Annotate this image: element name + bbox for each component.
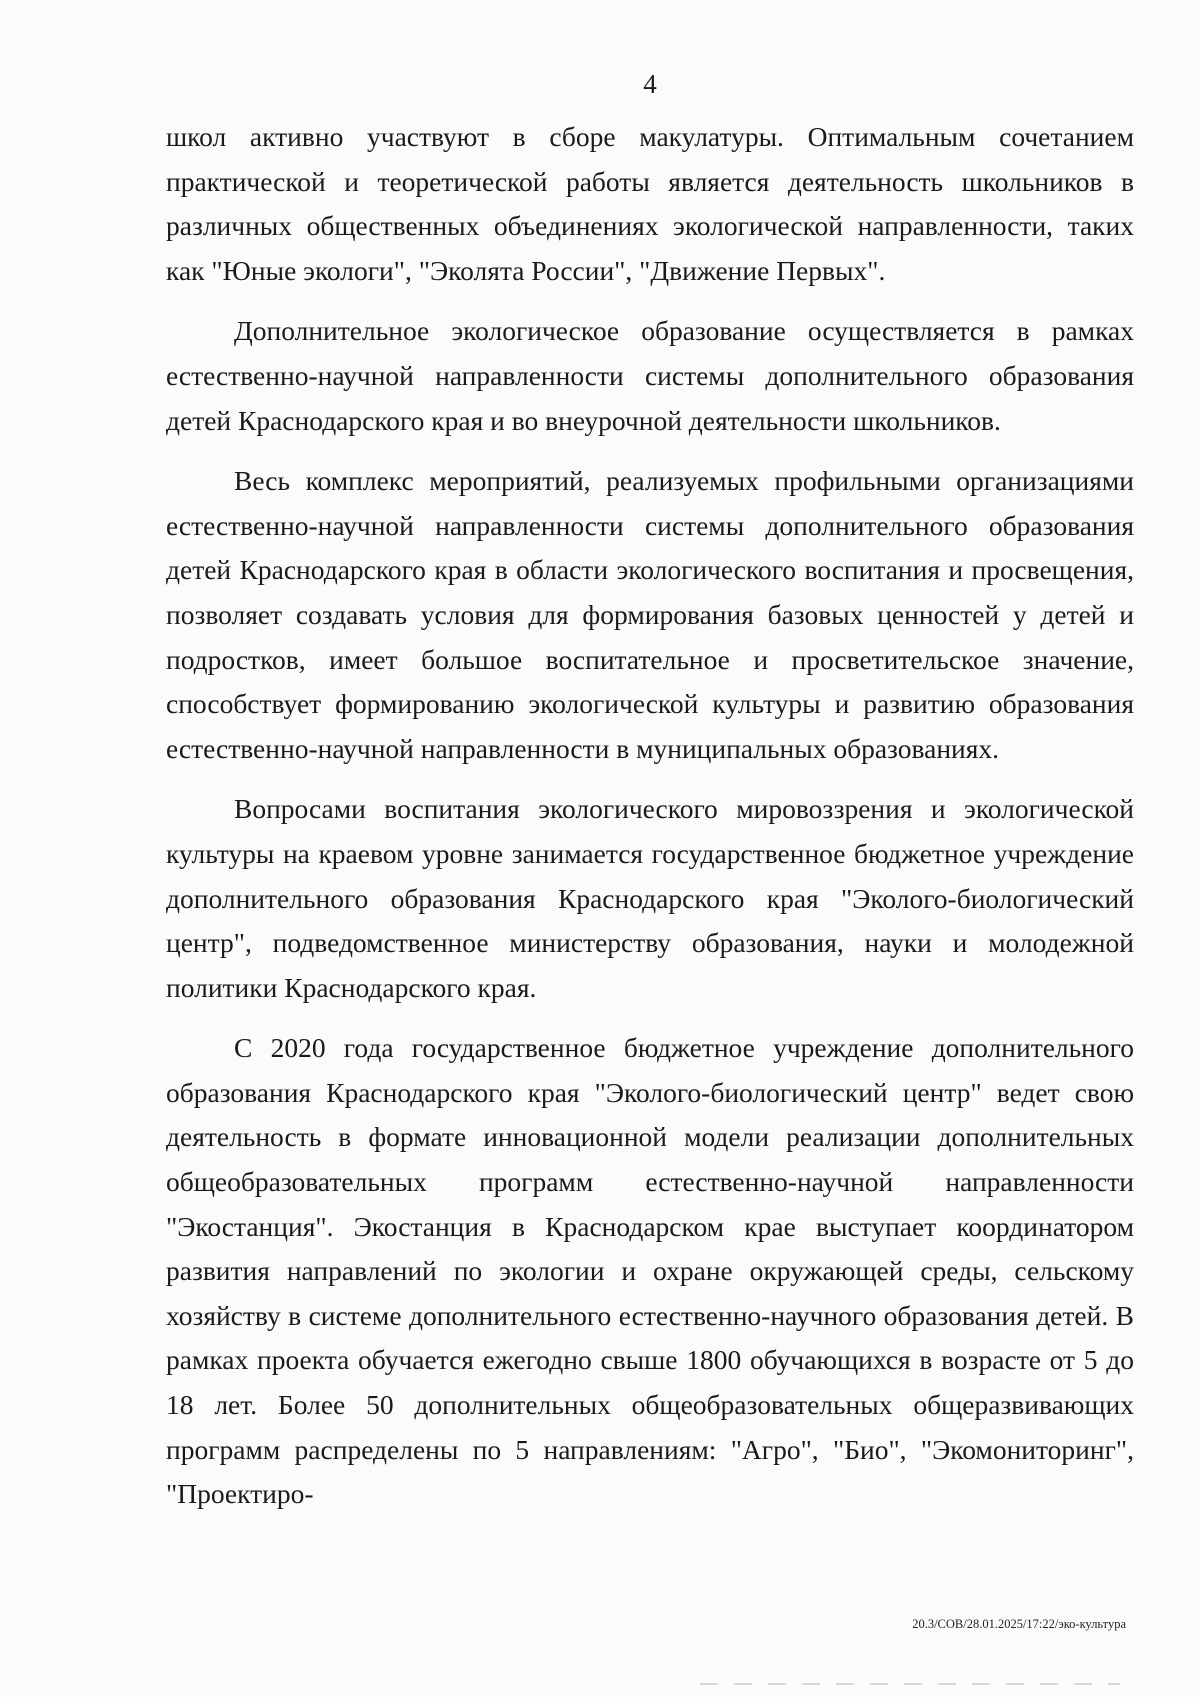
page-number: 4 (643, 69, 657, 99)
paragraph-4: Вопросами воспитания экологического мировоззрения и экологической культуры на краевом уровне занимается государственное бюджетное учреждение дополнительного образования Краснодарского края "Эколого-биологический центр", подведомственное министерству образования, науки и молодежной политики Краснодарского края. (166, 793, 1134, 1003)
paragraph-3: Весь комплекс мероприятий, реализуемых профильными организациями естественно-научной направленности системы дополнительного образования детей Краснодарского края в области экологического воспитания и просвещения, позволяет создавать условия для формирования базовых ценностей у детей и подростков, имеет большое воспитательное и просветительское значение, способствует формированию экологической культуры и развитию образования естественно-научной направленности в муниципальных образованиях. (166, 465, 1134, 764)
document-registration-code: 20.3/СОВ/28.01.2025/17:22/эко-культура (912, 1617, 1126, 1631)
scan-edge-artifact (700, 1683, 1120, 1685)
paragraph-1: школ активно участвуют в сборе макулатуры. Оптимальным сочетанием практической и теоретической работы является деятельность школьников в различных общественных объединениях экологической направленности, таких как "Юные экологи", "Эколята России", "Движение Первых". (166, 121, 1134, 286)
paragraph-2: Дополнительное экологическое образование осуществляется в рамках естественно-научной направленности системы дополнительного образования детей Краснодарского края и во внеурочной деятельности школьников. (166, 315, 1134, 436)
paragraph-5: С 2020 года государственное бюджетное учреждение дополнительного образования Краснодарского края "Эколого-биологический центр" ведет свою деятельность в формате инновационной модели реализации дополнительных общеобразовательных программ естественно-научной направленности "Экостанция". Экостанция в Краснодарском крае выступает координатором развития направлений по экологии и охране окружающей среды, сельскому хозяйству в системе дополнительного естественно-научного образования детей. В рамках проекта обучается ежегодно свыше 1800 обучающихся в возрасте от 5 до 18 лет. Более 50 дополнительных общеобразовательных общеразвивающих программ распределены по 5 направлениям: "Агро", "Био", "Экомониторинг", "Проектиро- (166, 1032, 1134, 1510)
body-text (166, 115, 1134, 1533)
